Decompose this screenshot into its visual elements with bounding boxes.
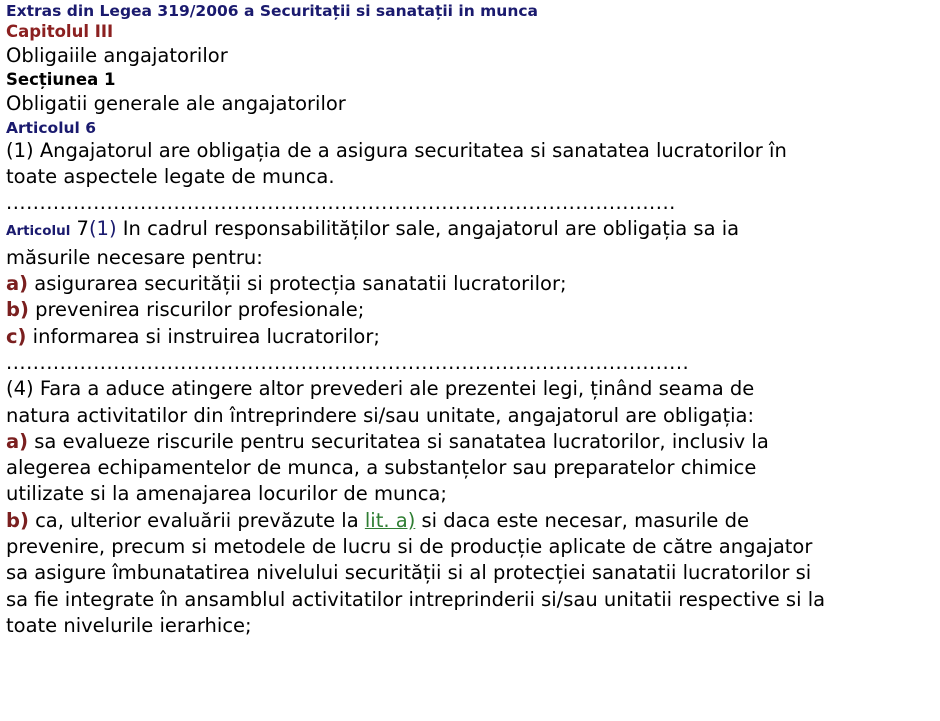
item-text: sa evalueze riscurile pentru securitatea si sanatatea lucratorilor, inclusiv la: [28, 429, 769, 453]
paragraph-4-line-2: natura activitatilor din întreprindere si/sau unitate, angajatorul are obligația:: [6, 403, 755, 427]
paragraph-4-line-1: (4) Fara a aduce atingere altor prevederi ale prezentei legi, ținând seama de: [6, 377, 755, 401]
paragraph-4-item-b-line-2: prevenire, precum si metodele de lucru si de producție aplicate de către angajator: [6, 535, 813, 559]
section-title: Obligatii generale ale angajatorilor: [6, 92, 346, 116]
item-letter: c): [6, 324, 27, 348]
article-7-label: Articolul: [6, 223, 71, 240]
article-7-paragraph-number: (1): [88, 217, 117, 241]
paragraph-4-item-a-line-3: utilizate si la amenajarea locurilor de munca;: [6, 482, 447, 506]
article-7-item-c: [6, 324, 934, 350]
item-letter: b): [6, 298, 29, 322]
paragraph-4-item-a-line-1: [6, 429, 934, 455]
item-text: ca, ulterior evaluării prevăzute la: [28, 508, 365, 532]
article-6-label: Articolul 6: [6, 118, 97, 137]
ellipsis-separator: ......................................................................................................: [6, 350, 690, 374]
article-6-paragraph-1-line-2: toate aspectele legate de munca.: [6, 164, 335, 188]
paragraph-4-item-b-line-1: [6, 508, 934, 534]
item-text: prevenirea riscurilor profesionale;: [28, 298, 365, 322]
chapter-title: Obligaiile angajatorilor: [6, 44, 228, 67]
article-6-paragraph-1-line-1: (1) Angajatorul are obligația de a asigura securitatea si sanatatea lucratorilor în: [6, 138, 787, 162]
paragraph-4-item-b-line-3: sa asigure îmbunatatirea nivelului securității si al protecției sanatatii lucratorilor si: [6, 561, 812, 585]
item-letter: a): [6, 272, 29, 296]
item-text: asigurarea securității si protecția sanatatii lucratorilor;: [28, 272, 567, 296]
article-7-item-a: [6, 271, 934, 297]
item-text: informarea si instruirea lucratorilor;: [26, 324, 380, 348]
item-letter: a): [6, 429, 29, 453]
article-7-line-1-text: In cadrul responsabilităților sale, angajatorul are obligația sa ia: [116, 217, 740, 241]
article-7-line-2: măsurile necesare pentru:: [6, 245, 263, 269]
article-7-item-b: [6, 297, 934, 323]
document-header: Extras din Legea 319/2006 a Securitații si sanatații in munca: [6, 2, 539, 20]
document-page: [0, 1, 940, 639]
paragraph-4-item-b-line-4: sa fie integrate în ansamblul activitatilor intreprinderii si/sau unitatii respective si la: [6, 587, 826, 611]
lit-a-reference-link[interactable]: lit. a): [364, 508, 416, 532]
chapter-label: Capitolul III: [6, 22, 114, 41]
ellipsis-separator: ....................................................................................................: [6, 191, 676, 215]
paragraph-4-item-b-line-5: toate nivelurile ierarhice;: [6, 613, 252, 637]
article-7-number: 7: [70, 217, 89, 241]
article-7-line-1: [6, 216, 934, 244]
paragraph-4-item-a-line-2: alegerea echipamentelor de munca, a substanțelor sau preparatelor chimice: [6, 456, 757, 480]
item-text: si daca este necesar, masurile de: [415, 508, 749, 532]
section-label: Secțiunea 1: [6, 70, 116, 90]
item-letter: b): [6, 508, 29, 532]
